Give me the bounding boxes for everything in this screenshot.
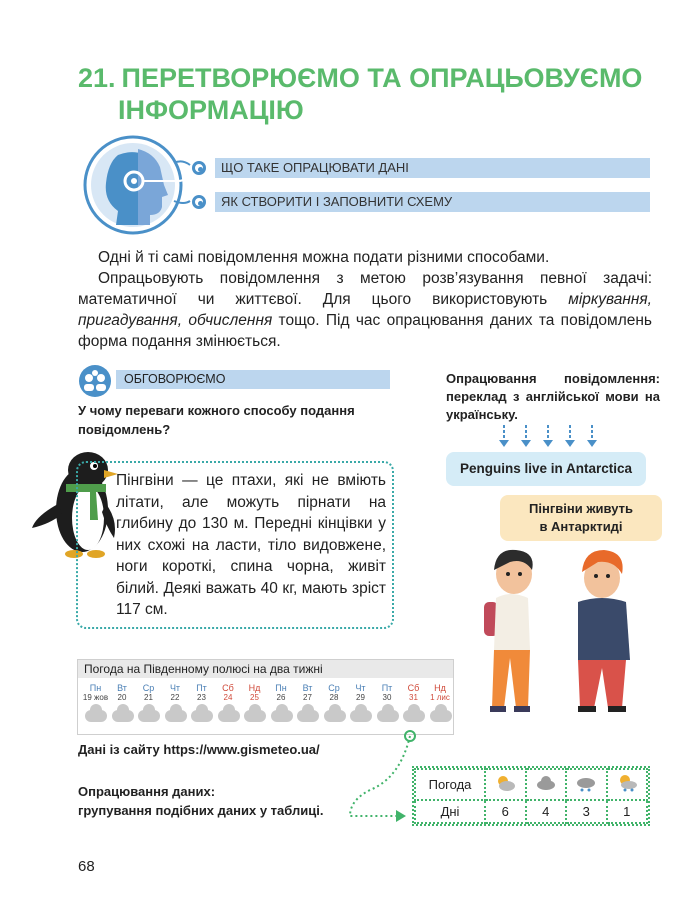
- cloud-icon: [297, 710, 319, 722]
- date-label: 19 жов: [82, 693, 109, 702]
- date-label: 20: [117, 693, 127, 702]
- cloud-icon: [403, 710, 425, 722]
- cloud-icon: [165, 710, 187, 722]
- cloud-icon: [377, 710, 399, 722]
- weekday-label: Пт: [381, 683, 393, 693]
- weekday-label: Пн: [89, 683, 102, 693]
- date-label: 21: [144, 693, 153, 702]
- bullet-icon: [192, 161, 206, 175]
- date-label: 22: [170, 693, 180, 702]
- topic-1: ЩО ТАКЕ ОПРАЦЮВАТИ ДАНІ: [215, 158, 650, 178]
- snow-cloud-icon: [566, 769, 607, 800]
- english-speech-bubble: Penguins live in Antarctica: [446, 452, 646, 486]
- cloud-icon: [350, 710, 372, 722]
- date-label: 31: [409, 693, 418, 702]
- weather-day: [268, 683, 295, 703]
- weekday-label: Сб: [222, 683, 234, 693]
- cloudy-icon: [526, 769, 567, 800]
- sun-snow-icon: [607, 769, 648, 800]
- lesson-number: 21.: [78, 63, 116, 93]
- head-circuit-icon: [78, 133, 218, 243]
- ukrainian-speech-bubble: Пінгвіни живуть в Антарктиді: [500, 495, 662, 541]
- two-boys-illustration: [480, 540, 650, 720]
- count-cell: 3: [566, 800, 607, 823]
- weather-day: [162, 683, 189, 703]
- discuss-question: У чому переваги кожного способу подання повідомлень?: [78, 403, 355, 437]
- weather-title: Погода на Південному полюсі на два тижні: [78, 660, 453, 678]
- intro-paragraph-1: Одні й ті самі повідомлення можна подати різними способами.: [98, 249, 550, 266]
- date-label: 27: [303, 693, 312, 702]
- weekday-label: Вт: [302, 683, 313, 693]
- title-line-1: ПЕРЕТВОРЮЄМО ТА ОПРАЦЬОВУЄМО: [121, 63, 643, 93]
- page-title: [78, 62, 678, 126]
- date-label: 1 лис: [430, 693, 450, 702]
- date-label: 24: [223, 693, 233, 702]
- cloud-icon: [430, 710, 452, 722]
- count-cell: 4: [526, 800, 567, 823]
- source-caption: Дані із сайту https://www.gismeteo.ua/: [78, 742, 320, 757]
- weekday-label: Пн: [275, 683, 287, 693]
- weather-day: [241, 683, 268, 703]
- cloud-icon: [324, 710, 346, 722]
- sunny-cloudy-icon: [485, 769, 526, 800]
- weather-day: [82, 683, 109, 703]
- table-label-weather: Погода: [415, 769, 485, 800]
- discussion-icon: [78, 364, 112, 398]
- weather-day: [347, 683, 374, 703]
- weekday-label: Нд: [248, 683, 261, 693]
- page-number: 68: [78, 858, 95, 875]
- cloud-icon: [218, 710, 240, 722]
- weekday-label: Нд: [434, 683, 446, 693]
- date-label: 23: [197, 693, 206, 702]
- translation-heading: Опрацювання повідомлення: переклад з англійської мови на українську.: [446, 371, 660, 422]
- intro-paragraph-2: Опрацьовують повідомлення з метою розв’язування певної задачі: математичної чи життєвої. Для цього використовують міркування, пригадування, обчислення тощо. Під час опрацювання даних та повідомлень форма подання змінюється.: [78, 270, 652, 350]
- date-label: 26: [276, 693, 286, 702]
- cloud-icon: [191, 710, 213, 722]
- methods-italic: міркування, пригадування, обчислення: [78, 291, 652, 329]
- weather-day: [400, 683, 427, 703]
- weekday-label: Чт: [355, 683, 366, 693]
- weekday-label: Пт: [196, 683, 207, 693]
- weather-day: [215, 683, 242, 703]
- date-label: 28: [329, 693, 339, 702]
- count-cell: 6: [485, 800, 526, 823]
- weather-day: [321, 683, 348, 703]
- weather-day: [427, 683, 454, 703]
- cloud-icon: [85, 710, 107, 722]
- discuss-label: ОБГОВОРЮЄМО: [116, 370, 390, 389]
- processing-caption: Опрацювання даних: групування подібних даних у таблиці.: [78, 784, 324, 818]
- date-label: 29: [356, 693, 365, 702]
- weather-day: [135, 683, 162, 703]
- weather-day: [109, 683, 136, 703]
- weather-day: [374, 683, 401, 703]
- count-cell: 1: [607, 800, 648, 823]
- weekday-label: Вт: [117, 683, 127, 693]
- table-label-days: Дні: [415, 800, 485, 823]
- weather-widget: [77, 659, 454, 735]
- weather-day: [188, 683, 215, 703]
- title-line-2: ІНФОРМАЦІЮ: [118, 95, 304, 125]
- bullet-icon: [192, 195, 206, 209]
- weekday-label: Ср: [328, 683, 340, 693]
- down-arrows-icon: [496, 423, 600, 449]
- penguin-text: Пінгвіни — це птахи, які не вміють літати, але можуть пірнати на глибину до 130 м. Передні кінцівки у них схожі на ласти, тіло видовжене, ноги короткі, спина чорна, живіт білий. Деякі важать 40 кг, мають зріст 117 см.: [116, 472, 386, 618]
- cloud-icon: [244, 710, 266, 722]
- cloud-icon: [138, 710, 160, 722]
- weather-summary-table: [412, 766, 650, 826]
- cloud-icon: [271, 710, 293, 722]
- weekday-label: Чт: [169, 683, 181, 693]
- topic-2: ЯК СТВОРИТИ І ЗАПОВНИТИ СХЕМУ: [215, 192, 650, 212]
- weather-day: [294, 683, 321, 703]
- date-label: 30: [382, 693, 392, 702]
- cloud-icon: [112, 710, 134, 722]
- date-label: 25: [250, 693, 259, 702]
- weekday-label: Сб: [407, 683, 420, 693]
- weekday-label: Ср: [142, 683, 155, 693]
